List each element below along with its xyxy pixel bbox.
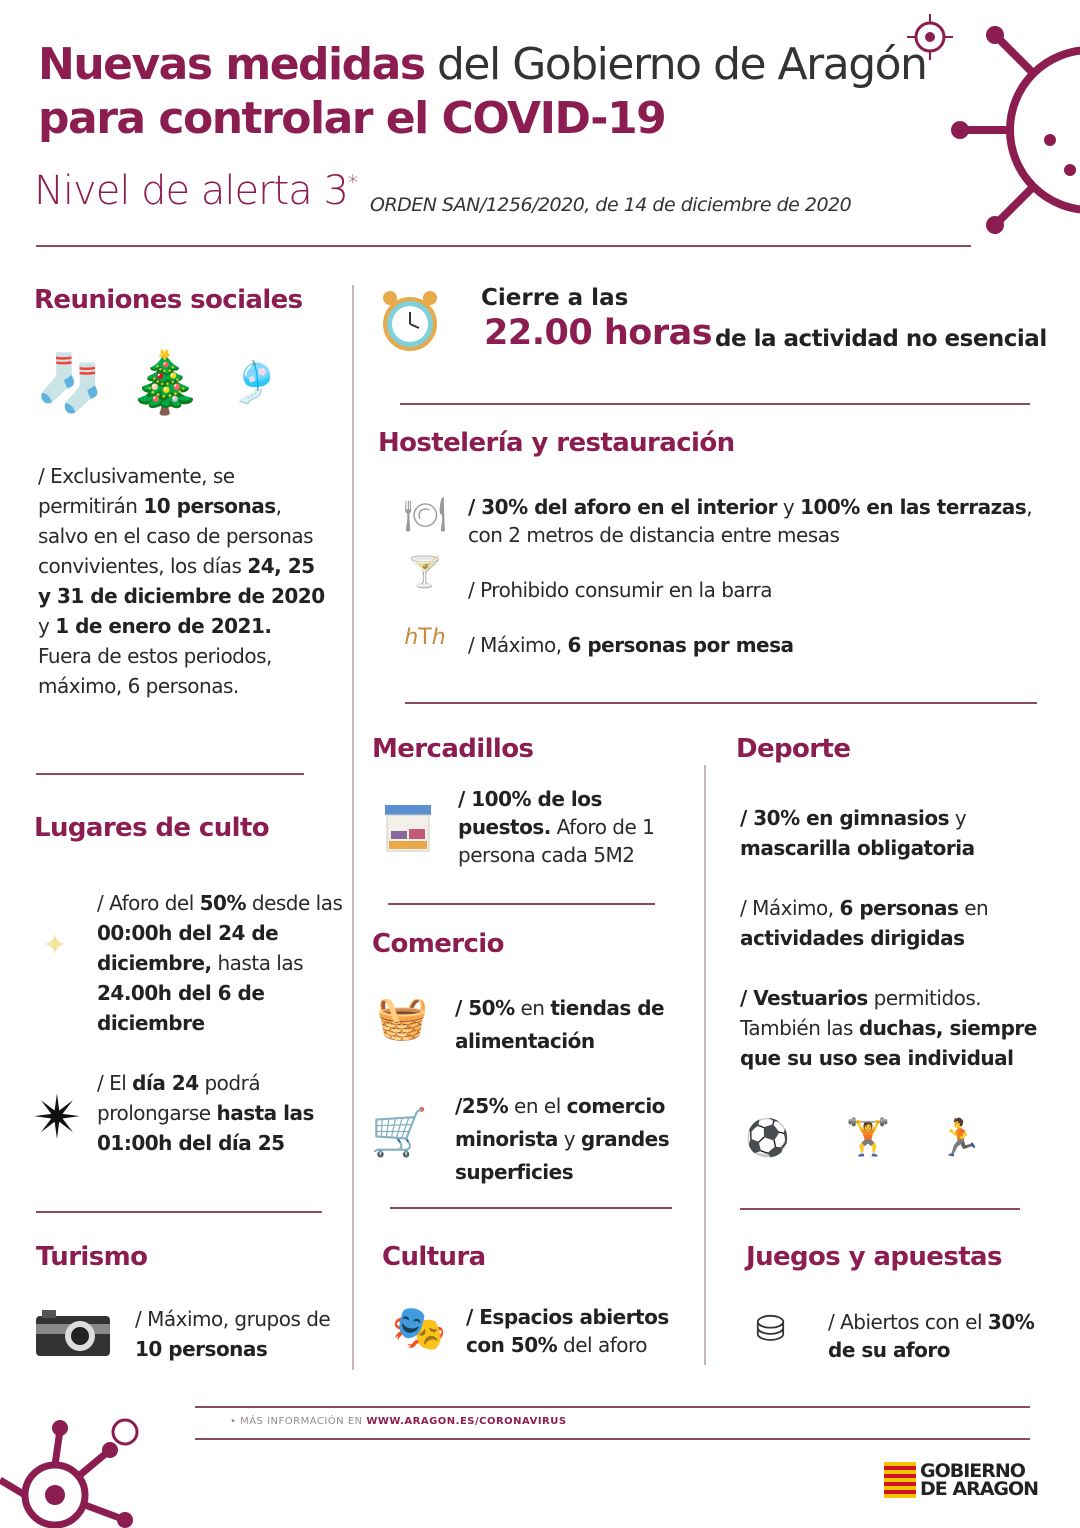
text-segment: / 50% <box>455 996 515 1020</box>
text-segment: permitidos. También las <box>740 986 982 1040</box>
grocery-basket-icon: 🧺 <box>376 992 429 1042</box>
text-segment: / Abiertos con el <box>828 1310 988 1334</box>
text-segment: para controlar el COVID-19 <box>38 93 666 144</box>
alert-level <box>34 168 357 214</box>
text-segment: , con 2 metros de distancia entre mesas <box>468 495 1033 547</box>
more-info-link[interactable]: WWW.ARAGON.ES/CORONAVIRUS <box>366 1416 567 1427</box>
text-segment: y <box>557 1127 581 1151</box>
juegos-text <box>828 1308 1038 1364</box>
soccer-ball-icon: ⚽ <box>745 1117 790 1159</box>
text-segment: mascarilla obligatoria <box>740 836 975 860</box>
text-segment: y <box>949 806 967 830</box>
text-segment: comercio minorista <box>455 1094 665 1151</box>
table-chairs-icon: ℎTℎ <box>404 624 446 650</box>
deporte-item <box>740 893 1060 953</box>
text-segment: 1 de enero de 2021. <box>55 614 272 638</box>
weightlifting-icon: 🏋 <box>845 1117 891 1158</box>
text-segment: /25% <box>455 1094 509 1118</box>
text-segment: 6 personas por mesa <box>567 633 794 657</box>
hosteleria-heading: Hostelería y restauración <box>378 428 735 458</box>
ornaments-icon: 🎐 <box>230 360 280 406</box>
text-segment: y <box>777 495 801 519</box>
divider <box>740 1208 1020 1210</box>
culto-text-2 <box>97 1068 337 1158</box>
alarm-clock-icon <box>380 284 440 358</box>
text-segment: / Vestuarios <box>740 986 868 1010</box>
comercio-item <box>455 1090 700 1189</box>
divider <box>36 245 971 247</box>
text-segment: del Gobierno de Aragón <box>424 39 927 90</box>
text-segment: tiendas de alimentación <box>455 996 665 1053</box>
text-segment: Fuera de estos periodos, máximo, 6 personas. <box>38 644 272 698</box>
comercio-heading: Comercio <box>372 929 504 959</box>
text-segment: / Aforo del <box>97 891 200 915</box>
text-segment: y <box>38 614 56 638</box>
hosteleria-item <box>468 630 1038 660</box>
text-segment: 24, 25 y 31 de diciembre de 2020 <box>38 554 325 608</box>
text-segment: / Máximo, <box>740 896 840 920</box>
text-segment: 10 personas <box>135 1337 268 1361</box>
text-segment: en <box>514 996 551 1020</box>
logo-line-1: GOBIERNO <box>920 1460 1025 1482</box>
christmas-tree-icon: 🎄 <box>127 348 203 418</box>
text-segment: desde las <box>246 891 343 915</box>
text-segment: / Prohibido consumir en la barra <box>468 578 773 602</box>
cierre-pre: Cierre a las <box>481 285 629 311</box>
reuniones-heading: Reuniones sociales <box>34 285 303 315</box>
divider <box>400 403 1030 405</box>
stocking-icon: 🧦 <box>35 350 105 416</box>
turismo-text <box>135 1304 335 1364</box>
column-divider <box>352 285 354 1370</box>
mercadillos-heading: Mercadillos <box>372 734 534 764</box>
runner-icon: 🏃 <box>937 1117 983 1159</box>
text-segment: podrá prolongarse <box>97 1071 261 1125</box>
text-segment: / Exclusivamente, se permitirán <box>38 464 235 518</box>
text-segment: , salvo en el caso de personas convivientes, los días <box>38 494 314 578</box>
text-segment: del aforo <box>557 1333 647 1357</box>
cierre-post: de la actividad no esencial <box>715 326 1047 352</box>
virus-decoration-bottom-icon <box>0 1410 150 1528</box>
divider <box>36 773 304 775</box>
order-reference: ORDEN SAN/1256/2020, de 14 de diciembre de 2020 <box>370 194 852 216</box>
text-segment: 30% de su aforo <box>828 1310 1035 1362</box>
more-info: • MÁS INFORMACIÓN EN WWW.ARAGON.ES/CORONAVIRUS <box>230 1416 567 1427</box>
camera-icon <box>36 1310 110 1356</box>
alert-level-text: Nivel de alerta 3 <box>34 168 348 214</box>
mercadillos-text <box>458 785 688 869</box>
cierre-time: 22.00 horas <box>484 313 713 353</box>
text-segment: / Máximo, <box>468 633 568 657</box>
text-segment: Aforo de 1 persona cada 5M2 <box>458 815 655 867</box>
text-segment: 6 personas <box>839 896 959 920</box>
divider <box>195 1438 1030 1440</box>
sparkle-icon: ✦ <box>42 927 68 963</box>
divider <box>36 1211 322 1213</box>
text-segment: 50% <box>199 891 247 915</box>
gobierno-aragon-logo <box>884 1462 1038 1498</box>
text-segment: / Máximo, grupos de <box>135 1307 331 1331</box>
divider <box>388 903 655 905</box>
theater-masks-icon: 🎭 <box>391 1302 447 1354</box>
market-stall-icon <box>383 803 433 853</box>
culto-heading: Lugares de culto <box>34 813 270 843</box>
text-segment: 10 personas <box>143 494 276 518</box>
column-divider <box>704 765 706 1365</box>
juegos-heading: Juegos y apuestas <box>746 1242 1002 1272</box>
shopping-cart-icon: 🛒 <box>370 1105 429 1159</box>
aragon-flag-icon <box>884 1462 916 1498</box>
star-icon: ✴ <box>32 1082 83 1153</box>
text-segment: hasta las <box>211 951 304 975</box>
text-segment: actividades dirigidas <box>740 926 965 950</box>
divider <box>195 1406 1030 1408</box>
hosteleria-item <box>468 493 1038 549</box>
text-segment: en <box>958 896 989 920</box>
text-segment: duchas, siempre que su uso sea individual <box>740 1016 1037 1070</box>
text-segment: / El <box>97 1071 133 1095</box>
culto-text-1 <box>97 888 347 1038</box>
deporte-item <box>740 983 1060 1073</box>
cocktail-icon: 🍸 <box>406 555 444 590</box>
divider <box>390 1207 672 1209</box>
deporte-heading: Deporte <box>736 734 851 764</box>
text-segment: Nuevas medidas <box>38 39 425 90</box>
text-segment: día 24 <box>132 1071 199 1095</box>
virus-decoration-icon <box>940 0 1080 260</box>
text-segment: 100% en las terrazas <box>800 495 1027 519</box>
deporte-item <box>740 803 1060 863</box>
text-segment: grandes superficies <box>455 1127 670 1184</box>
text-segment: / Espacios abiertos con 50% <box>466 1305 669 1357</box>
text-segment: hasta las 01:00h del día 25 <box>97 1101 314 1155</box>
more-info-text: MÁS INFORMACIÓN EN <box>240 1416 367 1427</box>
comercio-item <box>455 992 695 1058</box>
hosteleria-item <box>468 575 1038 605</box>
text-segment: 00:00h del 24 de diciembre, <box>97 921 279 975</box>
logo-line-2: DE ARAGON <box>920 1478 1039 1500</box>
cloche-icon: 🍽 <box>403 495 447 535</box>
alert-level-mark: * <box>347 170 357 195</box>
turismo-heading: Turismo <box>36 1242 148 1272</box>
text-segment: / 30% del aforo en el interior <box>468 495 777 519</box>
text-segment: 24.00h del 6 de diciembre <box>97 981 265 1035</box>
text-segment: en el <box>508 1094 567 1118</box>
poker-chips-icon: ⛁ <box>755 1309 786 1350</box>
cultura-heading: Cultura <box>382 1242 486 1272</box>
cultura-text <box>466 1303 696 1359</box>
reuniones-text <box>38 461 328 701</box>
page-title <box>38 38 938 146</box>
text-segment: / 100% de los puestos. <box>458 787 602 839</box>
text-segment: / 30% en gimnasios <box>740 806 950 830</box>
divider <box>405 702 1037 704</box>
